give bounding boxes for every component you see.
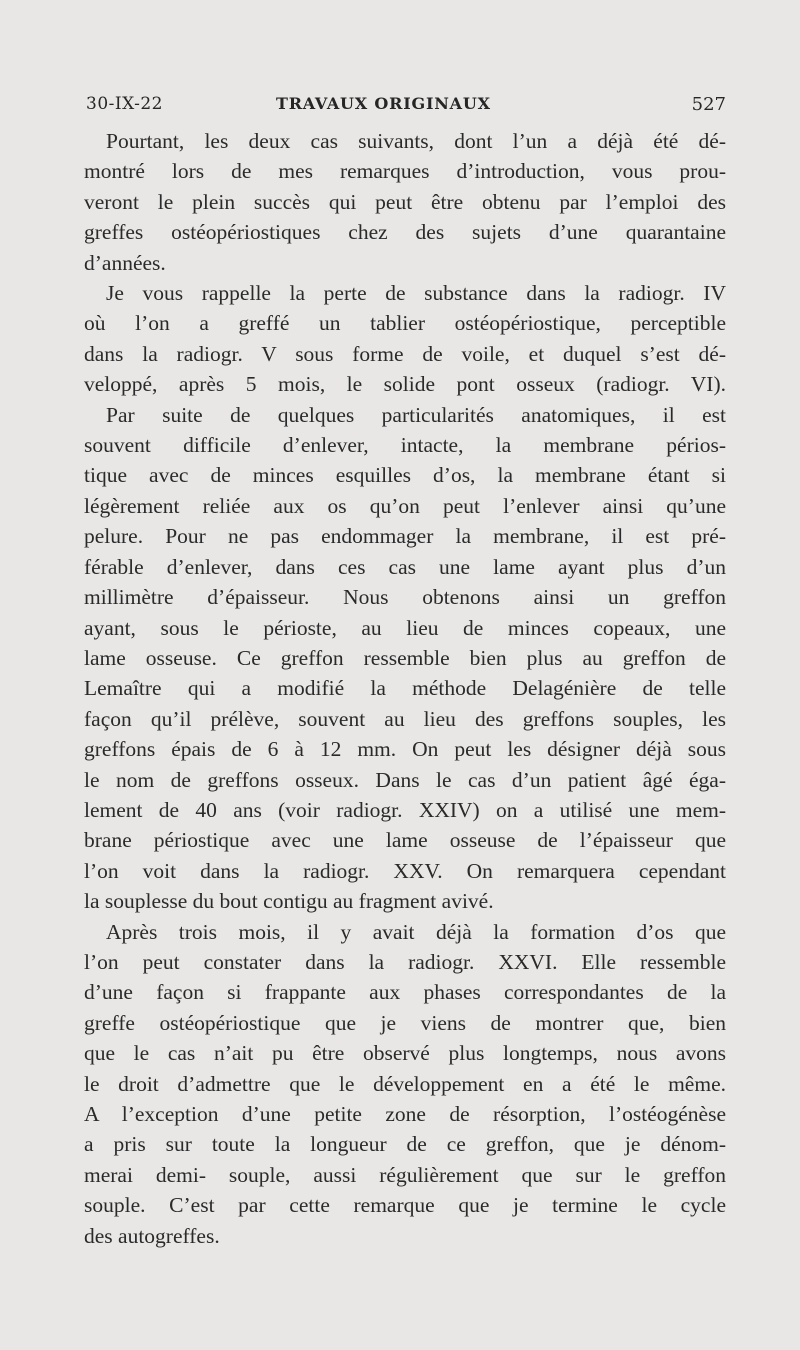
paragraph-3 <box>84 400 726 917</box>
text-line: où l’on a greffé un tablier ostéopériostique, perceptible <box>84 311 726 336</box>
text-line: d’années. <box>84 250 166 275</box>
text-line: Par suite de quelques particularités anatomiques, il est <box>106 402 726 427</box>
paragraph-4 <box>84 917 726 1251</box>
text-line: Lemaître qui a modifié la méthode Delagénière de telle <box>84 676 726 701</box>
text-line: lement de 40 ans (voir radiogr. XXIV) on a utilisé une mem- <box>84 797 726 822</box>
text-line: A l’exception d’une petite zone de résorption, l’ostéogénèse <box>84 1102 726 1126</box>
text-line: férable d’enlever, dans ces cas une lame ayant plus d’un <box>84 554 726 579</box>
text-line: lame osseuse. Ce greffon ressemble bien plus au greffon de <box>84 645 726 670</box>
text-line: l’on peut constater dans la radiogr. XXVI. Elle ressemble <box>84 949 726 974</box>
body-text <box>84 126 726 1251</box>
text-line: montré lors de mes remarques d’introduction, vous prou- <box>84 159 726 184</box>
text-line: souple. C’est par cette remarque que je termine le cycle <box>84 1193 726 1218</box>
page-number: 527 <box>691 94 726 115</box>
text-line: ayant, sous le périoste, au lieu de minces copeaux, une <box>84 615 726 640</box>
paragraph-2 <box>84 278 726 400</box>
text-line: veloppé, après 5 mois, le solide pont osseux (radiogr. VI). <box>84 372 726 397</box>
text-line: le nom de greffons osseux. Dans le cas d’un patient âgé éga- <box>84 767 726 792</box>
text-line: dans la radiogr. V sous forme de voile, et duquel s’est dé- <box>84 341 726 366</box>
text-line: greffe ostéopériostique que je viens de montrer que, bien <box>84 1010 726 1035</box>
text-line: veront le plein succès qui peut être obtenu par l’emploi des <box>84 189 726 214</box>
text-line: façon qu’il prélève, souvent au lieu des greffons souples, les <box>84 706 726 731</box>
text-line: souvent difficile d’enlever, intacte, la membrane périos- <box>84 433 726 458</box>
text-line: merai demi- souple, aussi régulièrement que sur le greffon <box>84 1162 726 1187</box>
text-line: a pris sur toute la longueur de ce greffon, que je dénom- <box>84 1132 726 1157</box>
text-line: Je vous rappelle la perte de substance dans la radiogr. IV <box>106 281 726 306</box>
text-line: des autogreffes. <box>84 1223 220 1248</box>
text-line: pelure. Pour ne pas endommager la membrane, il est pré- <box>84 524 726 549</box>
text-line: greffons épais de 6 à 12 mm. On peut les désigner déjà sous <box>84 737 726 762</box>
text-line: tique avec de minces esquilles d’os, la membrane étant si <box>84 463 726 488</box>
text-line: que le cas n’ait pu être observé plus longtemps, nous avons <box>84 1041 726 1066</box>
header-title: TRAVAUX ORIGINAUX <box>276 94 491 113</box>
text-line: Après trois mois, il y avait déjà la formation d’os que <box>106 919 726 944</box>
paragraph-1 <box>84 126 726 278</box>
text-line: d’une façon si frappante aux phases correspondantes de la <box>84 980 726 1005</box>
text-line: la souplesse du bout contigu au fragment avivé. <box>84 889 494 914</box>
text-line: le droit d’admettre que le développement en a été le même. <box>84 1071 726 1096</box>
text-line: Pourtant, les deux cas suivants, dont l’un a déjà été dé- <box>106 129 726 153</box>
text-line: légèrement reliée aux os qu’on peut l’enlever ainsi qu’une <box>84 493 726 518</box>
running-header <box>86 94 726 124</box>
header-date: 30-IX-22 <box>86 94 163 114</box>
text-line: greffes ostéopériostiques chez des sujets d’une quarantaine <box>84 220 726 245</box>
text-line: brane périostique avec une lame osseuse de l’épaisseur que <box>84 828 726 853</box>
text-line: l’on voit dans la radiogr. XXV. On remarquera cependant <box>84 858 726 883</box>
text-line: millimètre d’épaisseur. Nous obtenons ainsi un greffon <box>84 585 726 610</box>
